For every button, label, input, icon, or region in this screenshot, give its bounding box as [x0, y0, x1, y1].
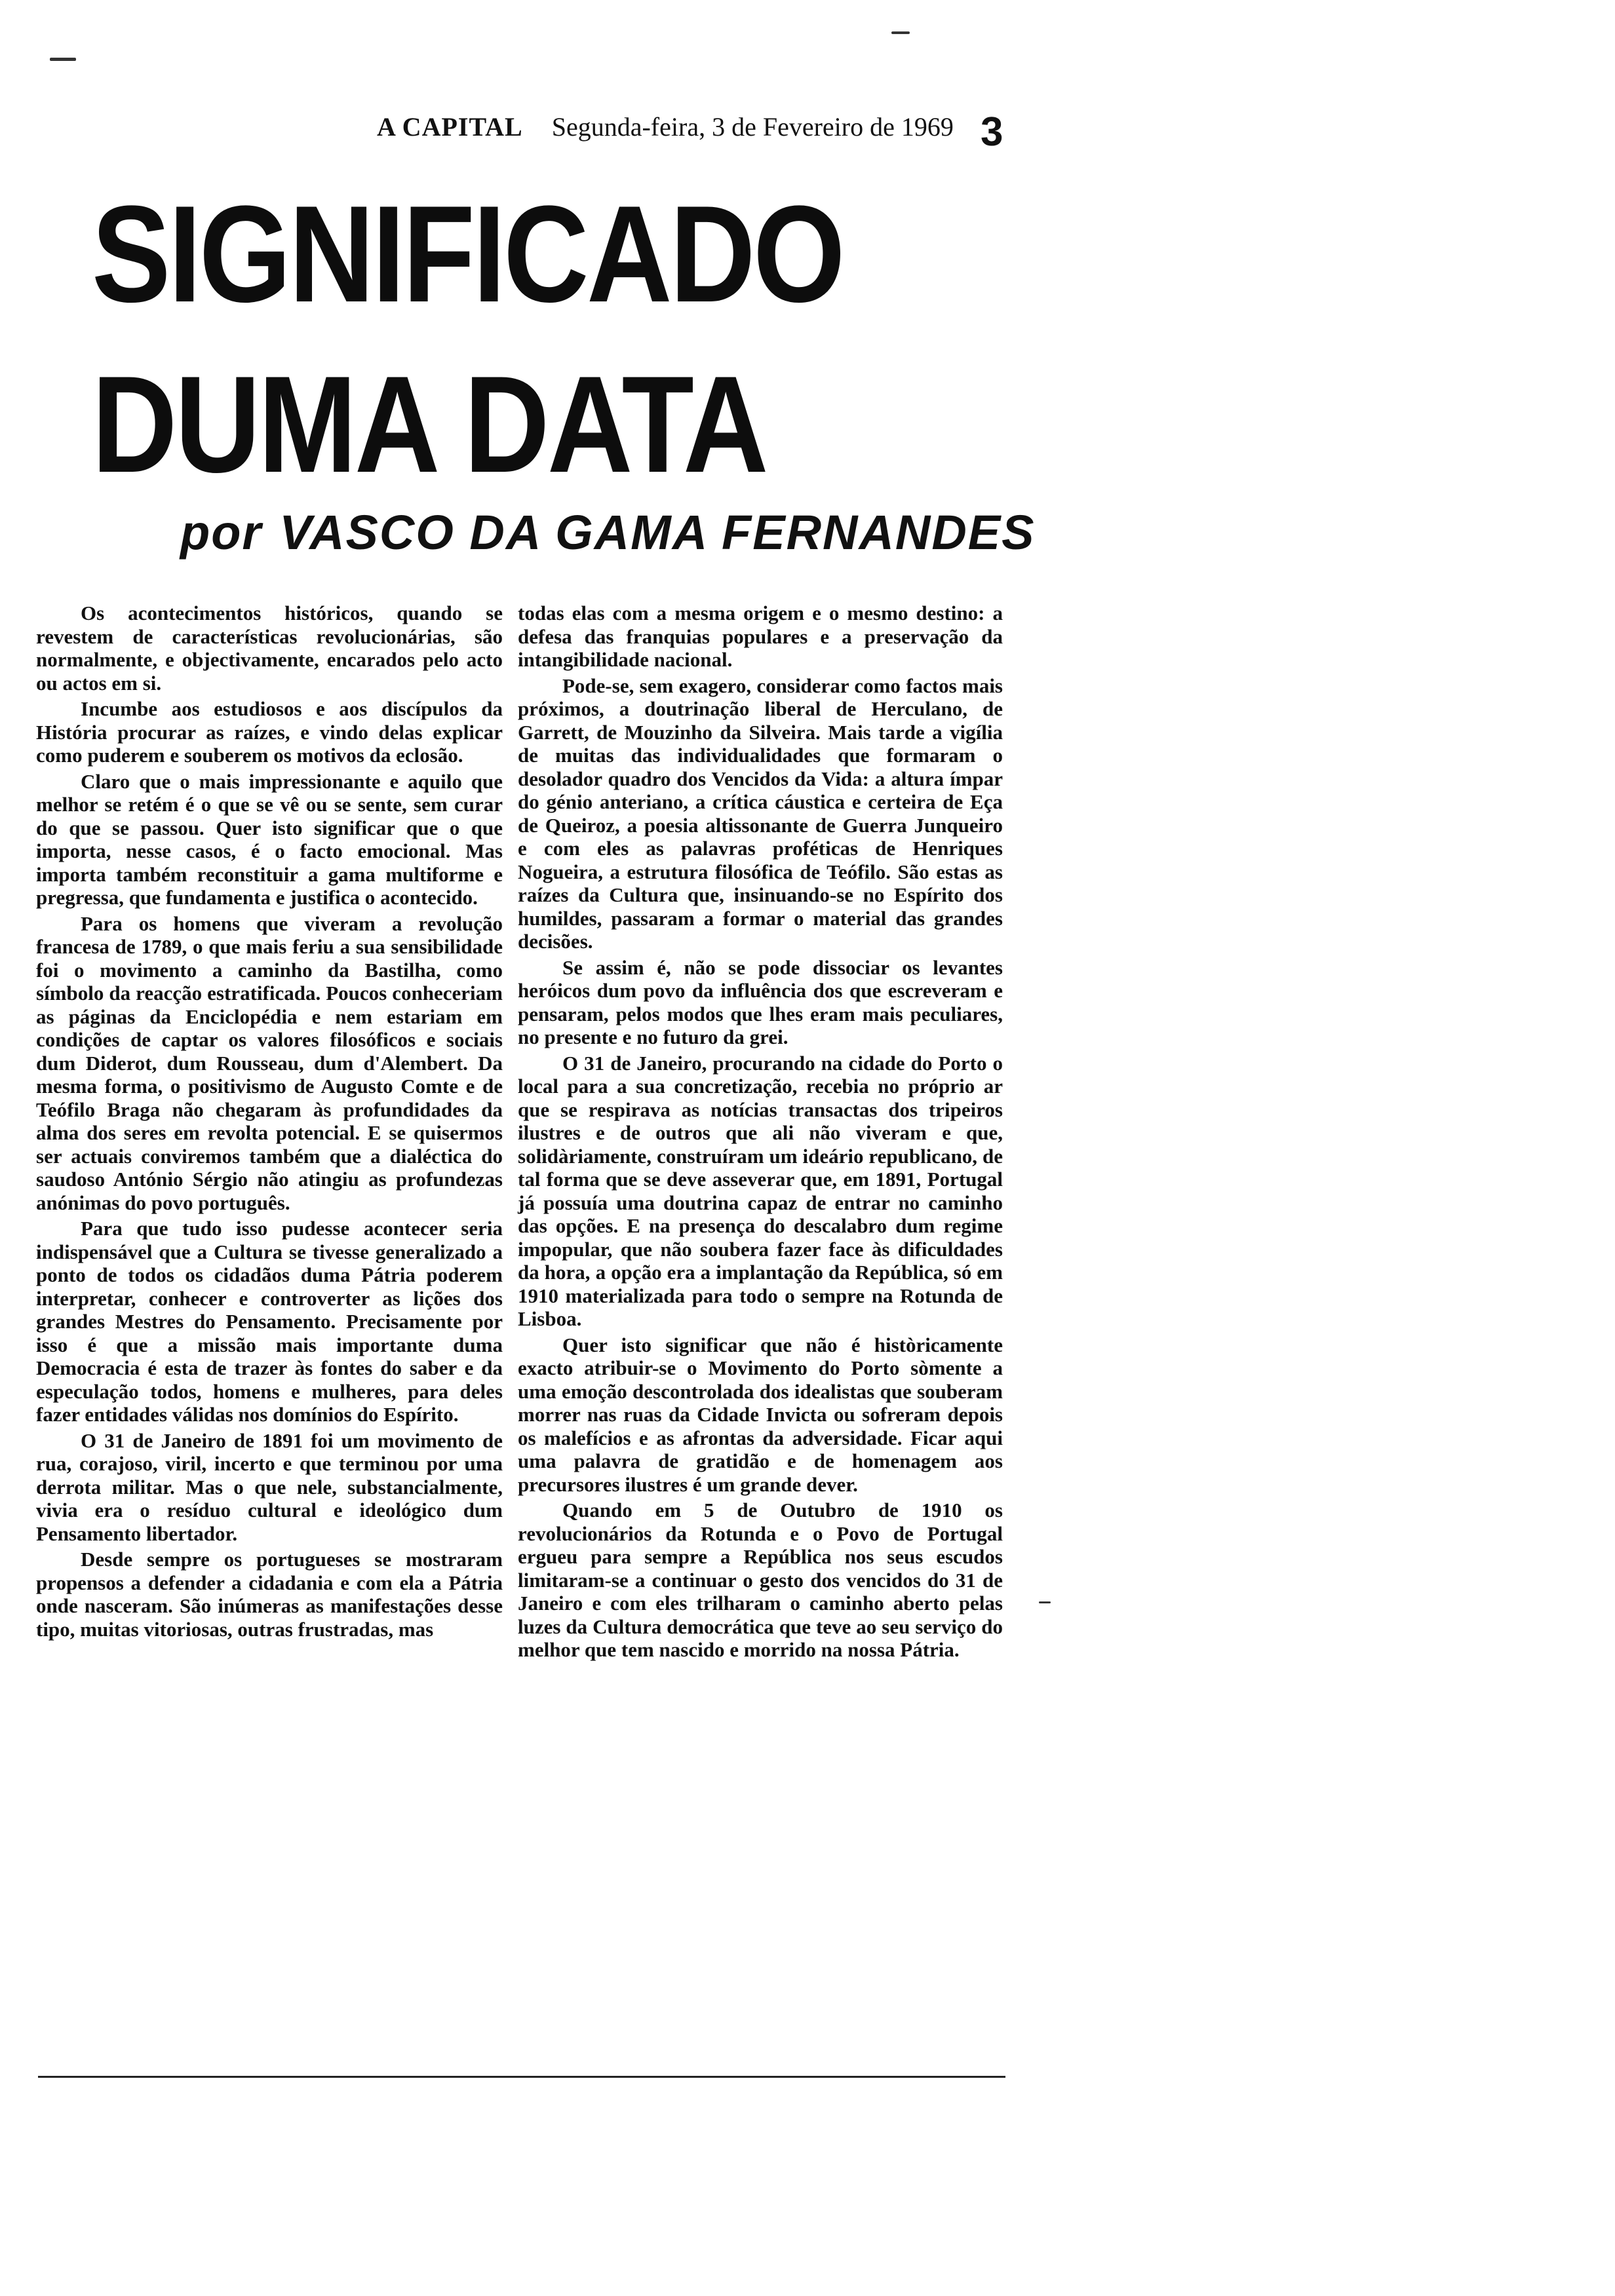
paragraph: Para que tudo isso pudesse acontecer seria indispensável que a Cultura se tivesse generalizado a ponto de todos os cidadãos duma Pátria poderem interpretar, conhecer e controverter as lições dos grandes Mestres do Pensamento. Precisamente por isso é que a missão mais importante duma Democracia é esta de trazer às fontes do saber e da especulação todos, homens e mulheres, para deles fazer entidades válidas nos domínios do Espírito.: [36, 1217, 503, 1426]
paragraph-continuation: todas elas com a mesma origem e o mesmo destino: a defesa das franquias populares e a preservação da intangibilidade nacional.: [518, 602, 1003, 671]
paragraph: Claro que o mais impressionante e aquilo que melhor se retém é o que se vê ou se sente, sem curar do que se passou. Quer isto significar que o que importa, nesse casos, é o facto emocional. Mas importa também reconstituir a gama multiforme e pregressa, que fundamenta e justifica o acontecido.: [36, 769, 503, 909]
paragraph: Quando em 5 de Outubro de 1910 os revolucionários da Rotunda e o Povo de Portugal ergueu para sempre a República nos seus escudos limitaram-se a continuar o gesto dos vencidos do 31 de Janeiro e com eles trilharam o caminho aberto pelas luzes da Cultura democrática que teve ao seu serviço do melhor que tem nascido e morrido na nossa Pátria.: [518, 1499, 1003, 1661]
paragraph: Os acontecimentos históricos, quando se revestem de características revolucionárias, são normalmente, e objectivamente, encarados pelo acto ou actos em si.: [36, 602, 503, 695]
newspaper-name: A CAPITAL: [377, 112, 523, 142]
paragraph: Incumbe aos estudiosos e aos discípulos da História procurar as raízes, e vindo delas explicar como puderem e souberem os motivos da eclosão.: [36, 697, 503, 767]
article-column-right: [518, 602, 1003, 1662]
scan-speck: [891, 31, 910, 34]
bottom-rule: [38, 2076, 1005, 2078]
paragraph: Se assim é, não se pode dissociar os levantes heróicos dum povo da influência dos que escreveram e pensaram, pelos modos que lhes eram mais peculiares, no presente e no futuro da grei.: [518, 955, 1003, 1048]
page-number: 3: [981, 109, 1003, 155]
headline-line-2: DUMA DATA: [92, 347, 767, 501]
article-column-left: [36, 602, 503, 1641]
paragraph: O 31 de Janeiro, procurando na cidade do Porto o local para a sua concretização, recebia no próprio ar que se respirava as notícias transactas dos tripeiros ilustres e de outros que ali não viveram e que, solidàriamente, construíram um ideário republicano, de tal forma que se deve asseverar que, em 1891, Portugal já possuía uma doutrina capaz de entrar no caminho das opções. E na presença do descalabro dum regime impopular, que não soubera fazer face às dificuldades da hora, a opção era a implantação da República, só em 1910 materializada para todo o sempre na Rotunda de Lisboa.: [518, 1051, 1003, 1330]
issue-date: Segunda-feira, 3 de Fevereiro de 1969: [551, 112, 954, 142]
paragraph: Pode-se, sem exagero, considerar como factos mais próximos, a doutrinação liberal de Herculano, de Garrett, de Mouzinho da Silveira. Mais tarde a vigília de muitas das individualidades que formaram o desolador quadro dos Vencidos da Vida: a altura ímpar do génio anteriano, a crítica cáustica e certeira de Eça de Queiroz, a poesia altissonante de Guerra Junqueiro e com eles as palavras proféticas de Henriques Nogueira, a estrutura filosófica de Teófilo. São estas as raízes da Cultura que, insinuando-se no Espírito dos humildes, passaram a formar o material das grandes decisões.: [518, 674, 1003, 953]
headline: [92, 169, 844, 510]
masthead: [377, 111, 1019, 157]
paragraph: Quer isto significar que não é històricamente exacto atribuir-se o Movimento do Porto sòmente a uma emoção descontrolada dos idealistas que souberam morrer nas ruas da Cidade Invicta ou sofreram depois os malefícios e as afrontas da adversidade. Ficar aqui uma palavra de gratidão e de homenagem aos precursores ilustres é um grande dever.: [518, 1333, 1003, 1496]
paragraph: Para os homens que viveram a revolução francesa de 1789, o que mais feriu a sua sensibilidade foi o movimento a caminho da Bastilha, como símbolo da reacção estratificada. Poucos conheceriam as páginas da Enciclopédia e nem estariam em condições de captar os valores filosóficos e sociais dum Diderot, dum Rousseau, dum d'Alembert. Da mesma forma, o positivismo de Augusto Comte e de Teófilo Braga não chegaram às profundidades da alma dos seres em revolta potencial. E se quisermos ser actuais conviremos também que a dialéctica do saudoso António Sérgio não atingiu as profundezas anónimas do povo português.: [36, 911, 503, 1214]
byline-prefix: por: [180, 505, 263, 560]
scan-speck: [1039, 1601, 1051, 1603]
byline: [180, 505, 1036, 560]
headline-line-1: SIGNIFICADO: [92, 177, 844, 331]
paragraph: O 31 de Janeiro de 1891 foi um movimento de rua, corajoso, viril, incerto e que terminou por uma derrota militar. Mas o que nele, substancialmente, vivia era o resíduo cultural e ideológico dum Pensamento libertador.: [36, 1428, 503, 1545]
scan-speck: [50, 58, 76, 61]
byline-author: VASCO DA GAMA FERNANDES: [279, 505, 1036, 560]
paragraph: Desde sempre os portugueses se mostraram propensos a defender a cidadania e com ela a Pátria onde nasceram. São inúmeras as manifestações desse tipo, muitas vitoriosas, outras frustradas, mas: [36, 1548, 503, 1641]
